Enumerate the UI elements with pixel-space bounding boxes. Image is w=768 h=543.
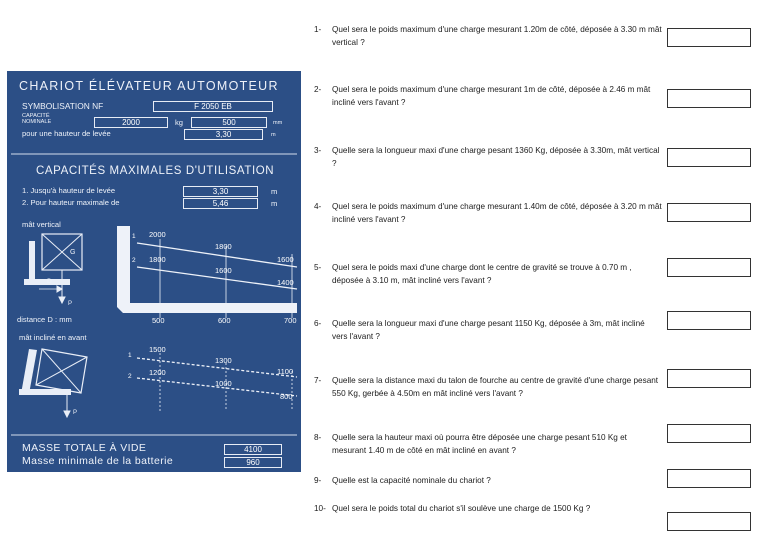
question-text: Quelle sera la hauteur maxi où pourra être déposée une charge pesant 510 Kg et mesurant 1.40 m de côté en mât incliné en avant ? bbox=[332, 433, 627, 455]
answer-box-6[interactable] bbox=[667, 311, 751, 330]
hauteur-value: 3,30 bbox=[184, 129, 263, 140]
capacite-mm-value: 500 bbox=[191, 117, 267, 128]
question-text: Quelle sera la distance maxi du talon de fourche au centre de gravité d'une charge pesant 550 Kg, gerbée à 4.50m en mât incliné vers l'avant ? bbox=[332, 376, 659, 398]
answer-box-10[interactable] bbox=[667, 512, 751, 531]
hauteur-unit: m bbox=[271, 132, 276, 138]
masse-value: 4100 bbox=[224, 444, 282, 455]
plate-title: CHARIOT ÉLÉVATEUR AUTOMOTEUR bbox=[19, 79, 279, 93]
distance-500: 500 bbox=[152, 316, 165, 325]
capacity-plate bbox=[7, 71, 301, 472]
curve-marker-1-vertical: 1 bbox=[132, 233, 136, 240]
incline-value-1-700: 1100 bbox=[277, 367, 294, 376]
curve-marker-2-inclined: 2 bbox=[128, 373, 132, 380]
g-label: G bbox=[70, 249, 76, 256]
question-number: 8- bbox=[314, 433, 322, 442]
batterie-value: 960 bbox=[224, 457, 282, 468]
answer-box-7[interactable] bbox=[667, 369, 751, 388]
vertical-value-1-600: 1800 bbox=[215, 242, 232, 251]
line1-label: 1. Jusqu'à hauteur de levée bbox=[22, 186, 116, 195]
d-label: D bbox=[47, 278, 52, 285]
vertical-value-1-700: 1600 bbox=[277, 255, 294, 264]
incline-value-2-700: 800 bbox=[280, 392, 293, 401]
curve-marker-1-inclined: 1 bbox=[128, 352, 132, 359]
line2-unit: m bbox=[271, 199, 278, 208]
question-number: 7- bbox=[314, 376, 322, 385]
answer-box-9[interactable] bbox=[667, 469, 751, 488]
line2-value: 5,46 bbox=[183, 198, 258, 209]
incline-value-2-500: 1200 bbox=[149, 368, 166, 377]
mast-vertical-icon bbox=[24, 234, 82, 303]
mast-inclined-icon bbox=[19, 349, 87, 417]
symbolisation-label: SYMBOLISATION NF bbox=[22, 101, 104, 111]
answer-box-8[interactable] bbox=[667, 424, 751, 443]
batterie-label: Masse minimale de la batterie bbox=[22, 455, 174, 467]
question-text: Quel sera le poids maximum d'une charge mesurant 1.20m de côté, déposée à 3.30 m mât vertical ? bbox=[332, 25, 662, 47]
question-number: 3- bbox=[314, 146, 322, 155]
question-number: 9- bbox=[314, 476, 322, 485]
distance-label: distance D : mm bbox=[17, 315, 72, 324]
kg-unit: kg bbox=[175, 118, 184, 127]
question-text: Quel sera le poids maxi d'une charge dont le centre de gravité se trouve à 0.70 m , déposée à 3.10 m, mât incliné vers l'avant ? bbox=[332, 263, 632, 285]
distance-600: 600 bbox=[218, 316, 231, 325]
question-number: 6- bbox=[314, 319, 322, 328]
incline-value-1-500: 1500 bbox=[149, 345, 166, 354]
curve-marker-2-vertical: 2 bbox=[132, 257, 136, 264]
mat-vertical-label: mât vertical bbox=[22, 220, 61, 229]
distance-700: 700 bbox=[284, 316, 297, 325]
incline-value-2-600: 1000 bbox=[215, 379, 232, 388]
question-text: Quel sera le poids maximum d'une charge mesurant 1.40m de côté, déposée à 3.20 m mât incliné vers l'avant ? bbox=[332, 202, 662, 224]
question-number: 10- bbox=[314, 504, 326, 513]
line2-label: 2. Pour hauteur maximale de bbox=[22, 198, 120, 207]
capacite-label-2: NOMINALE bbox=[22, 119, 52, 125]
question-text: Quel sera le poids maximum d'une charge mesurant 1m de côté, déposée à 2.46 m mât incliné vers l'avant ? bbox=[332, 85, 651, 107]
question-text: Quelle sera la longueur maxi d'une charge pesant 1150 Kg, déposée à 3m, mât incliné vers l'avant ? bbox=[332, 319, 645, 341]
question-text: Quelle sera la longueur maxi d'une charge pesant 1360 Kg, déposée à 3.30m, mât vertical ? bbox=[332, 146, 660, 168]
p-label-vertical: P bbox=[68, 301, 73, 307]
section-title: CAPACITÉS MAXIMALES D'UTILISATION bbox=[36, 165, 275, 177]
p-label-inclined: P bbox=[73, 410, 78, 416]
mat-incline-label: mât incliné en avant bbox=[19, 333, 87, 342]
answer-box-5[interactable] bbox=[667, 258, 751, 277]
capacite-label-1: CAPACITÉ bbox=[22, 113, 50, 119]
question-text: Quel sera le poids total du chariot s'il soulève une charge de 1500 Kg ? bbox=[332, 504, 591, 513]
line1-value: 3,30 bbox=[183, 186, 258, 197]
question-number: 5- bbox=[314, 263, 322, 272]
answer-box-2[interactable] bbox=[667, 89, 751, 108]
answer-box-1[interactable] bbox=[667, 28, 751, 47]
symbolisation-value: F 2050 EB bbox=[153, 101, 273, 112]
answer-box-3[interactable] bbox=[667, 148, 751, 167]
mm-unit: mm bbox=[273, 120, 283, 126]
masse-label: MASSE TOTALE À VIDE bbox=[22, 442, 147, 454]
question-number: 1- bbox=[314, 25, 322, 34]
question-text: Quelle est la capacité nominale du chariot ? bbox=[332, 476, 491, 485]
hauteur-label: pour une hauteur de levée bbox=[22, 129, 111, 138]
vertical-value-2-700: 1400 bbox=[277, 278, 294, 287]
answer-box-4[interactable] bbox=[667, 203, 751, 222]
question-number: 2- bbox=[314, 85, 322, 94]
question-list bbox=[314, 0, 768, 543]
vertical-chart bbox=[117, 226, 297, 318]
vertical-value-2-500: 1800 bbox=[149, 255, 166, 264]
vertical-value-2-600: 1600 bbox=[215, 266, 232, 275]
line1-unit: m bbox=[271, 187, 278, 196]
capacite-kg-value: 2000 bbox=[94, 117, 168, 128]
vertical-value-1-500: 2000 bbox=[149, 230, 166, 239]
question-number: 4- bbox=[314, 202, 322, 211]
fork-shape-vertical bbox=[117, 226, 297, 313]
incline-value-1-600: 1300 bbox=[215, 356, 232, 365]
